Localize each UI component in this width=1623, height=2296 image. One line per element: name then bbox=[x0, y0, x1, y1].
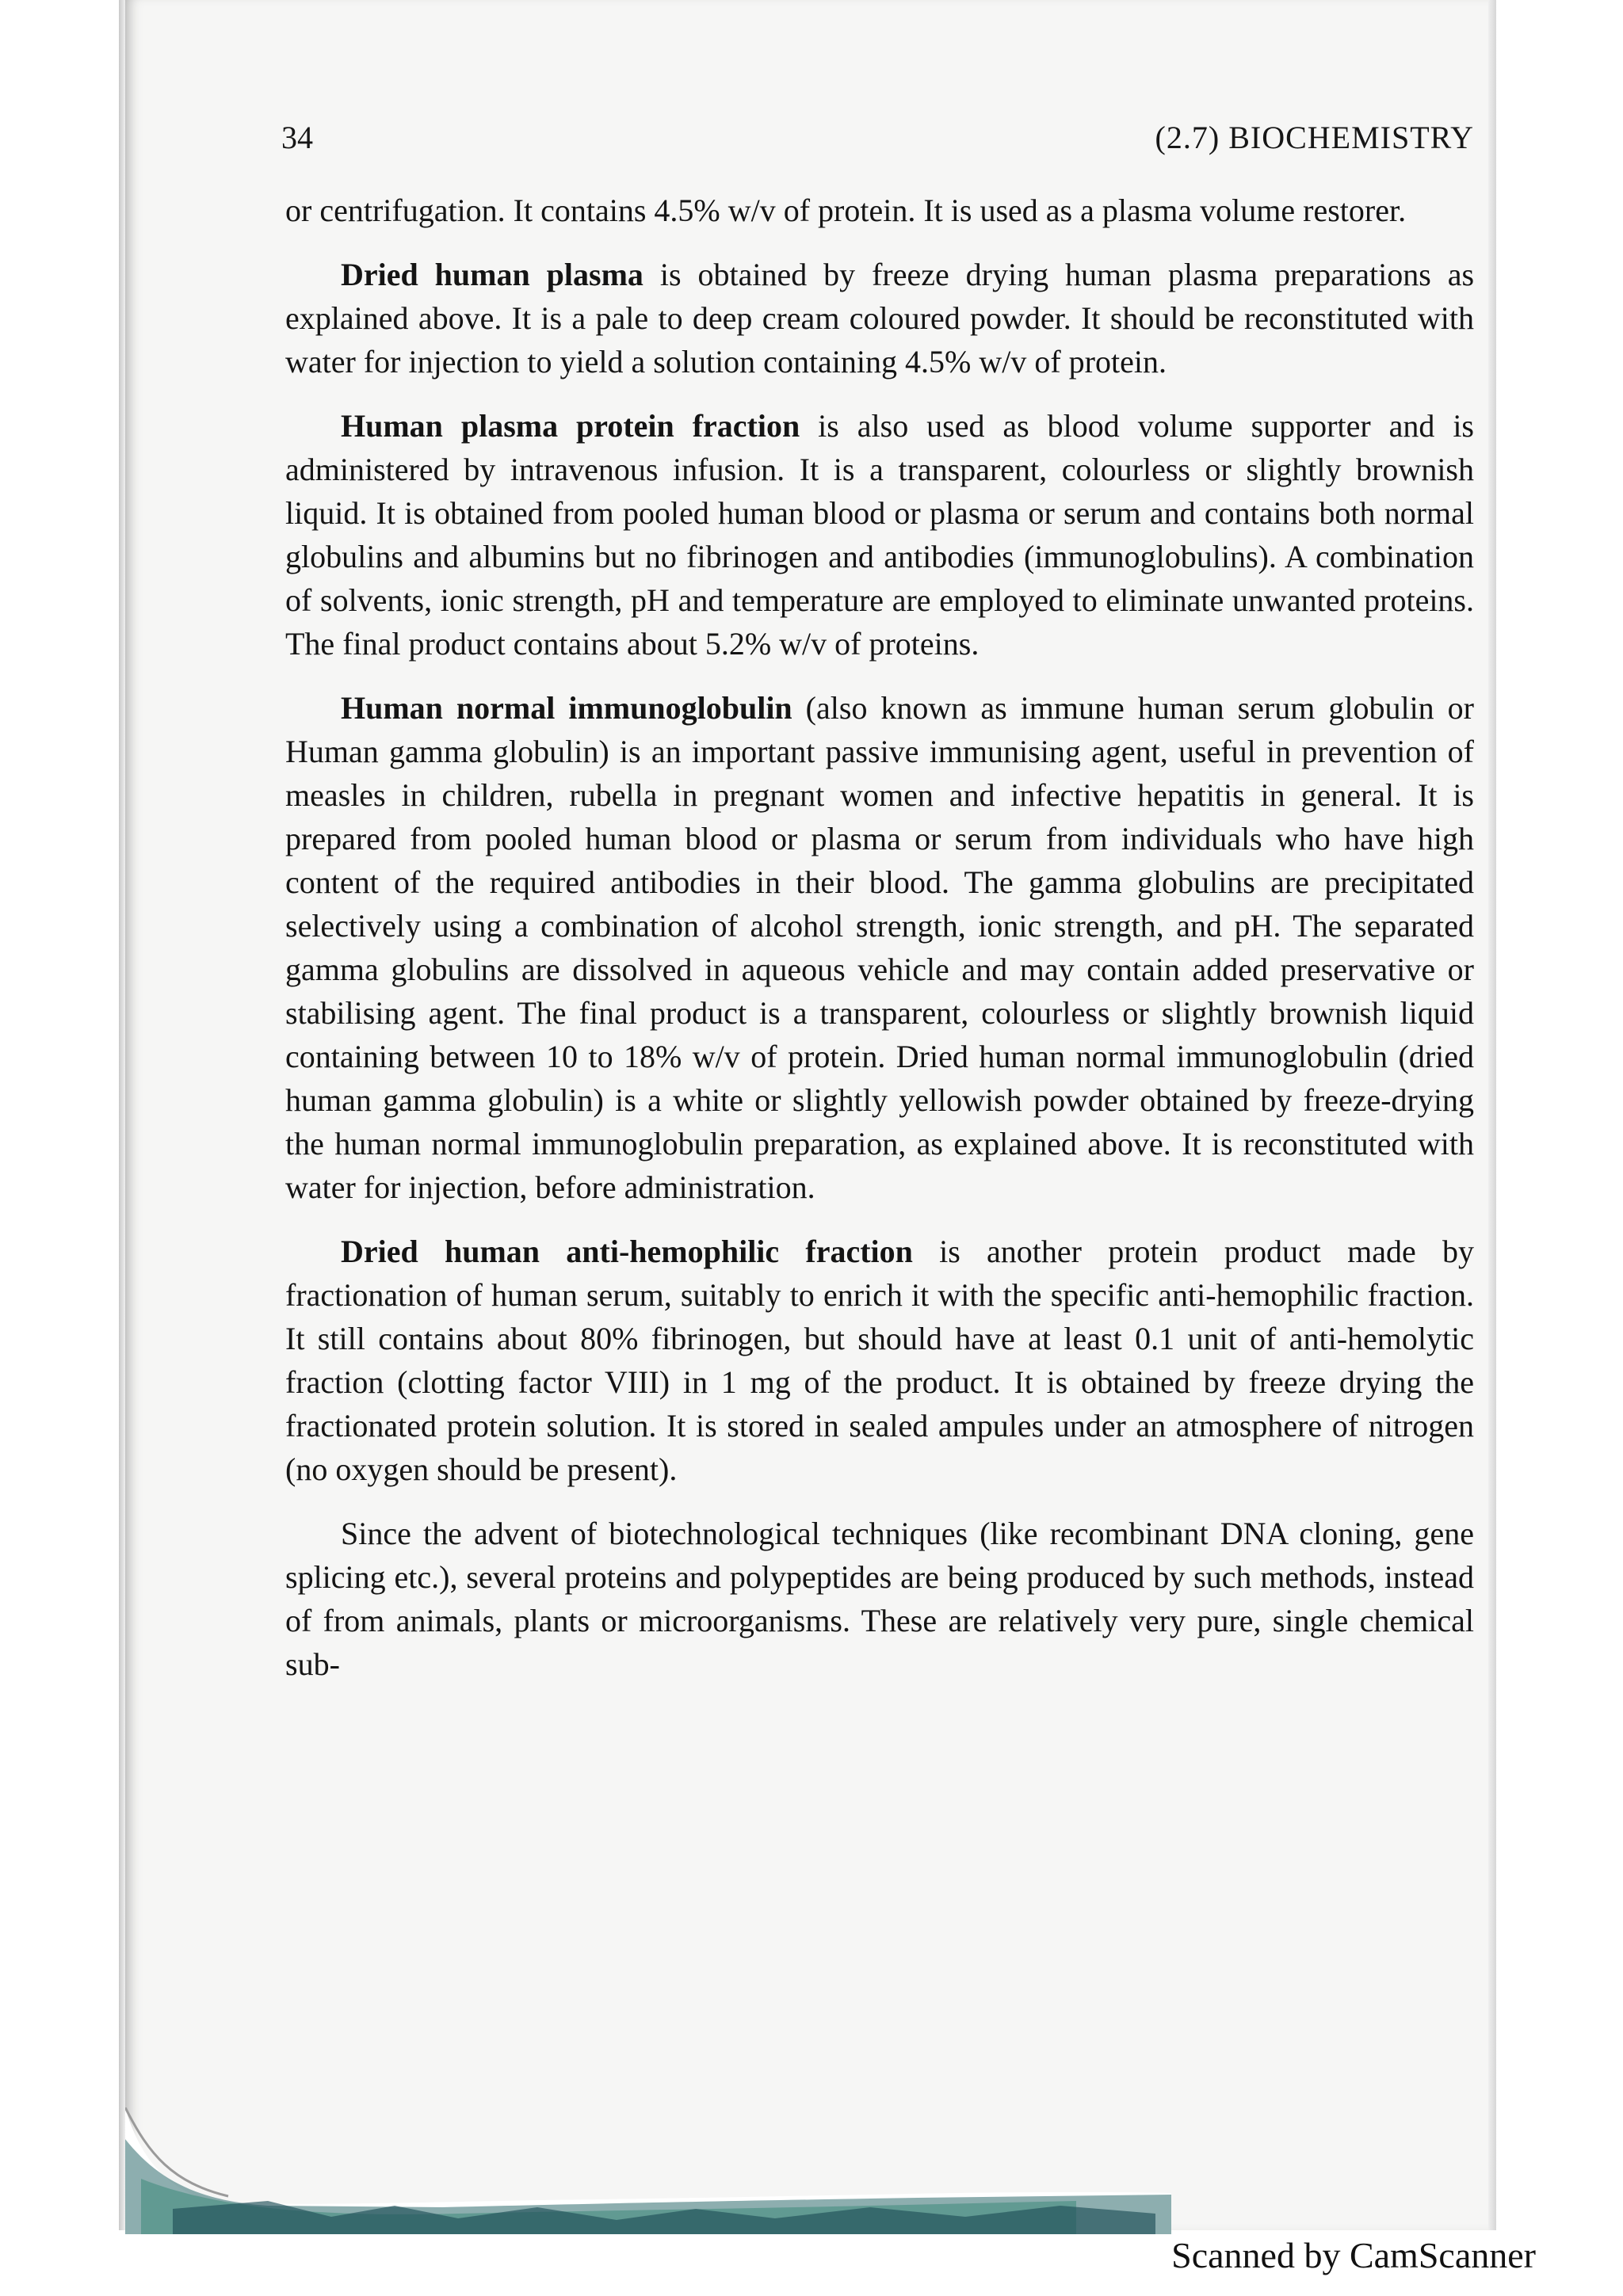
page-binding-shadow bbox=[119, 0, 125, 2230]
page-edge-right bbox=[1488, 0, 1496, 2230]
paragraph-text: is obtained by freeze drying human plasma preparations as explained above. It is a pale to deep cream coloured powder. It should be reconstituted with water for injection to yield a solution containing 4.5% w/v of protein. bbox=[285, 257, 1475, 379]
paragraph-text: Since the advent of biotechnological techniques (like recombinant DNA cloning, gene splicing etc.), several proteins and polypeptides are being produced by such methods, instead of from animals, plants or microorganisms. These are relatively very pure, single chemical sub- bbox=[285, 1516, 1474, 1682]
paragraph-lead-term: Dried human anti-hemophilic fraction bbox=[341, 1234, 913, 1269]
paragraph-text: is another protein product made by fractionation of human serum, suitably to enrich it with the specific anti-hemophilic fraction. It still contains about 80% fibrinogen, but should have at least 0.1 unit of anti-hemolytic fraction (clotting factor VIII) in 1 mg of the product. It is obtained by freeze drying the fractionated protein solution. It is stored in sealed ampules under an atmosphere of nitrogen (no oxygen should be present). bbox=[285, 1234, 1474, 1487]
paragraph-normal-immunoglobulin bbox=[285, 686, 1474, 1209]
scanner-watermark: Scanned by CamScanner bbox=[1171, 2235, 1536, 2275]
paragraph-anti-hemophilic-fraction bbox=[285, 1230, 1474, 1491]
scan-margin-left bbox=[0, 0, 125, 2296]
paragraph-plasma-continued bbox=[285, 189, 1474, 232]
paragraph-lead-term: Human normal immunoglobulin bbox=[341, 690, 792, 726]
page-bottom-cloth-edge bbox=[125, 2107, 1171, 2234]
paragraph-text: is also used as blood volume supporter and is administered by intravenous infusion. It is a transparent, colourless or slightly brownish liquid. It is obtained from pooled human blood or plasma or serum and contains both normal globulins and albumins but no fibrinogen and antibodies (immunoglobulins). A combination of solvents, ionic strength, pH and temperature are employed to eliminate unwanted proteins. The final product contains about 5.2% w/v of proteins. bbox=[285, 408, 1474, 662]
page-number: 34 bbox=[281, 120, 313, 155]
paragraph-dried-human-plasma bbox=[285, 253, 1474, 383]
chapter-header-title: (2.7) BIOCHEMISTRY bbox=[1155, 120, 1474, 155]
running-header bbox=[281, 119, 1474, 158]
paragraph-plasma-protein-fraction bbox=[285, 404, 1474, 666]
paragraph-lead-term: Dried human plasma bbox=[341, 257, 643, 292]
paragraph-lead-term: Human plasma protein fraction bbox=[341, 408, 800, 444]
document-body bbox=[285, 189, 1474, 1707]
paragraph-text: (also known as immune human serum globulin or Human gamma globulin) is an important passive immunising agent, useful in prevention of measles in children, rubella in pregnant women and infective hepatitis in general. It is prepared from pooled human blood or plasma or serum from individuals who have high content of the required antibodies in their blood. The gamma globulins are precipitated selectively using a combination of alcohol strength, ionic strength, and pH. The separated gamma globulins are dissolved in aqueous vehicle and may contain added preservative or stabilising agent. The final product is a transparent, colourless or slightly brownish liquid containing between 10 to 18% w/v of protein. Dried human normal immunoglobulin (dried human gamma globulin) is a white or slightly yellowish powder obtained by freeze-drying the human normal immunoglobulin preparation, as explained above. It is reconstituted with water for injection, before administration. bbox=[285, 690, 1474, 1205]
paragraph-biotechnology bbox=[285, 1512, 1474, 1686]
paragraph-text: or centrifugation. It contains 4.5% w/v of protein. It is used as a plasma volume restorer. bbox=[285, 193, 1407, 228]
